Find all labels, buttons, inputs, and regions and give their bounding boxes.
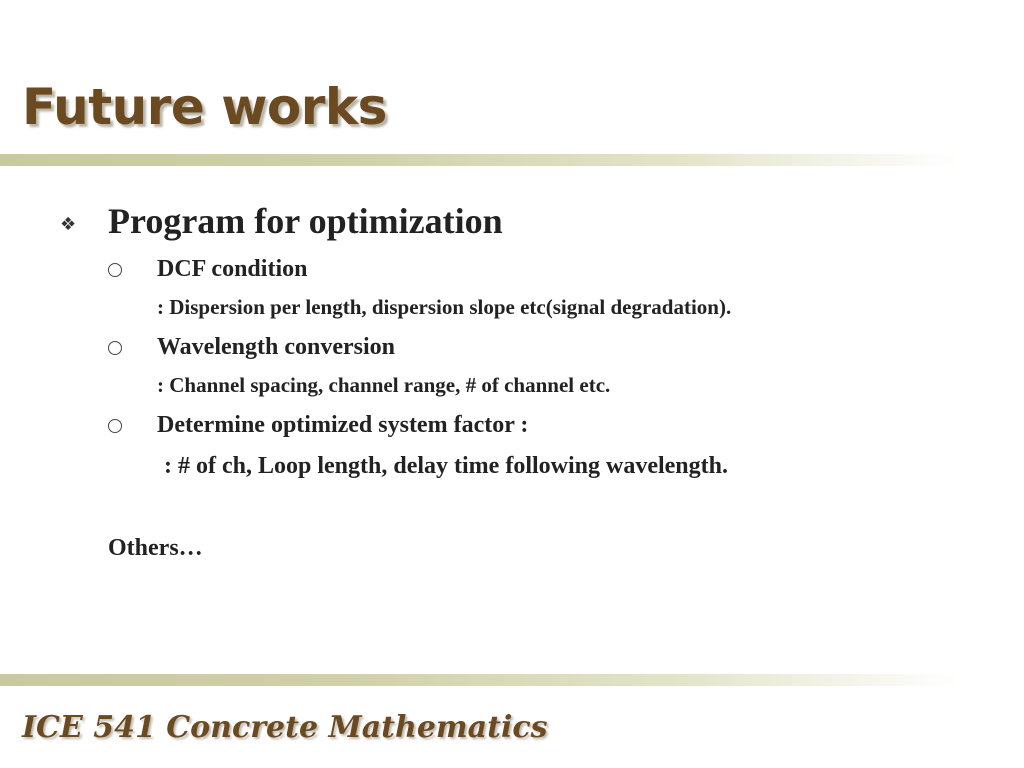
- diamond-bullet-icon: ❖: [60, 214, 77, 235]
- circle-bullet-icon: [108, 341, 122, 355]
- circle-bullet-icon: [108, 263, 122, 277]
- sub-bullet-system-factor: Determine optimized system factor :: [157, 412, 529, 438]
- sub-bullet-system-factor-detail: : # of ch, Loop length, delay time following wavelength.: [164, 453, 728, 479]
- sub-bullet-wavelength: Wavelength conversion: [157, 334, 395, 360]
- slide-title: Future works: [22, 78, 387, 136]
- footer-divider: [0, 674, 960, 686]
- main-bullet-text: Program for optimization: [108, 201, 503, 241]
- sub-bullet-dcf-detail: : Dispersion per length, dispersion slope etc(signal degradation).: [157, 295, 732, 319]
- circle-bullet-icon: [108, 419, 122, 433]
- course-footer: ICE 541 Concrete Mathematics: [22, 710, 548, 745]
- others-text: Others…: [108, 535, 203, 561]
- sub-bullet-dcf: DCF condition: [157, 256, 308, 282]
- sub-bullet-wavelength-detail: : Channel spacing, channel range, # of channel etc.: [157, 373, 611, 397]
